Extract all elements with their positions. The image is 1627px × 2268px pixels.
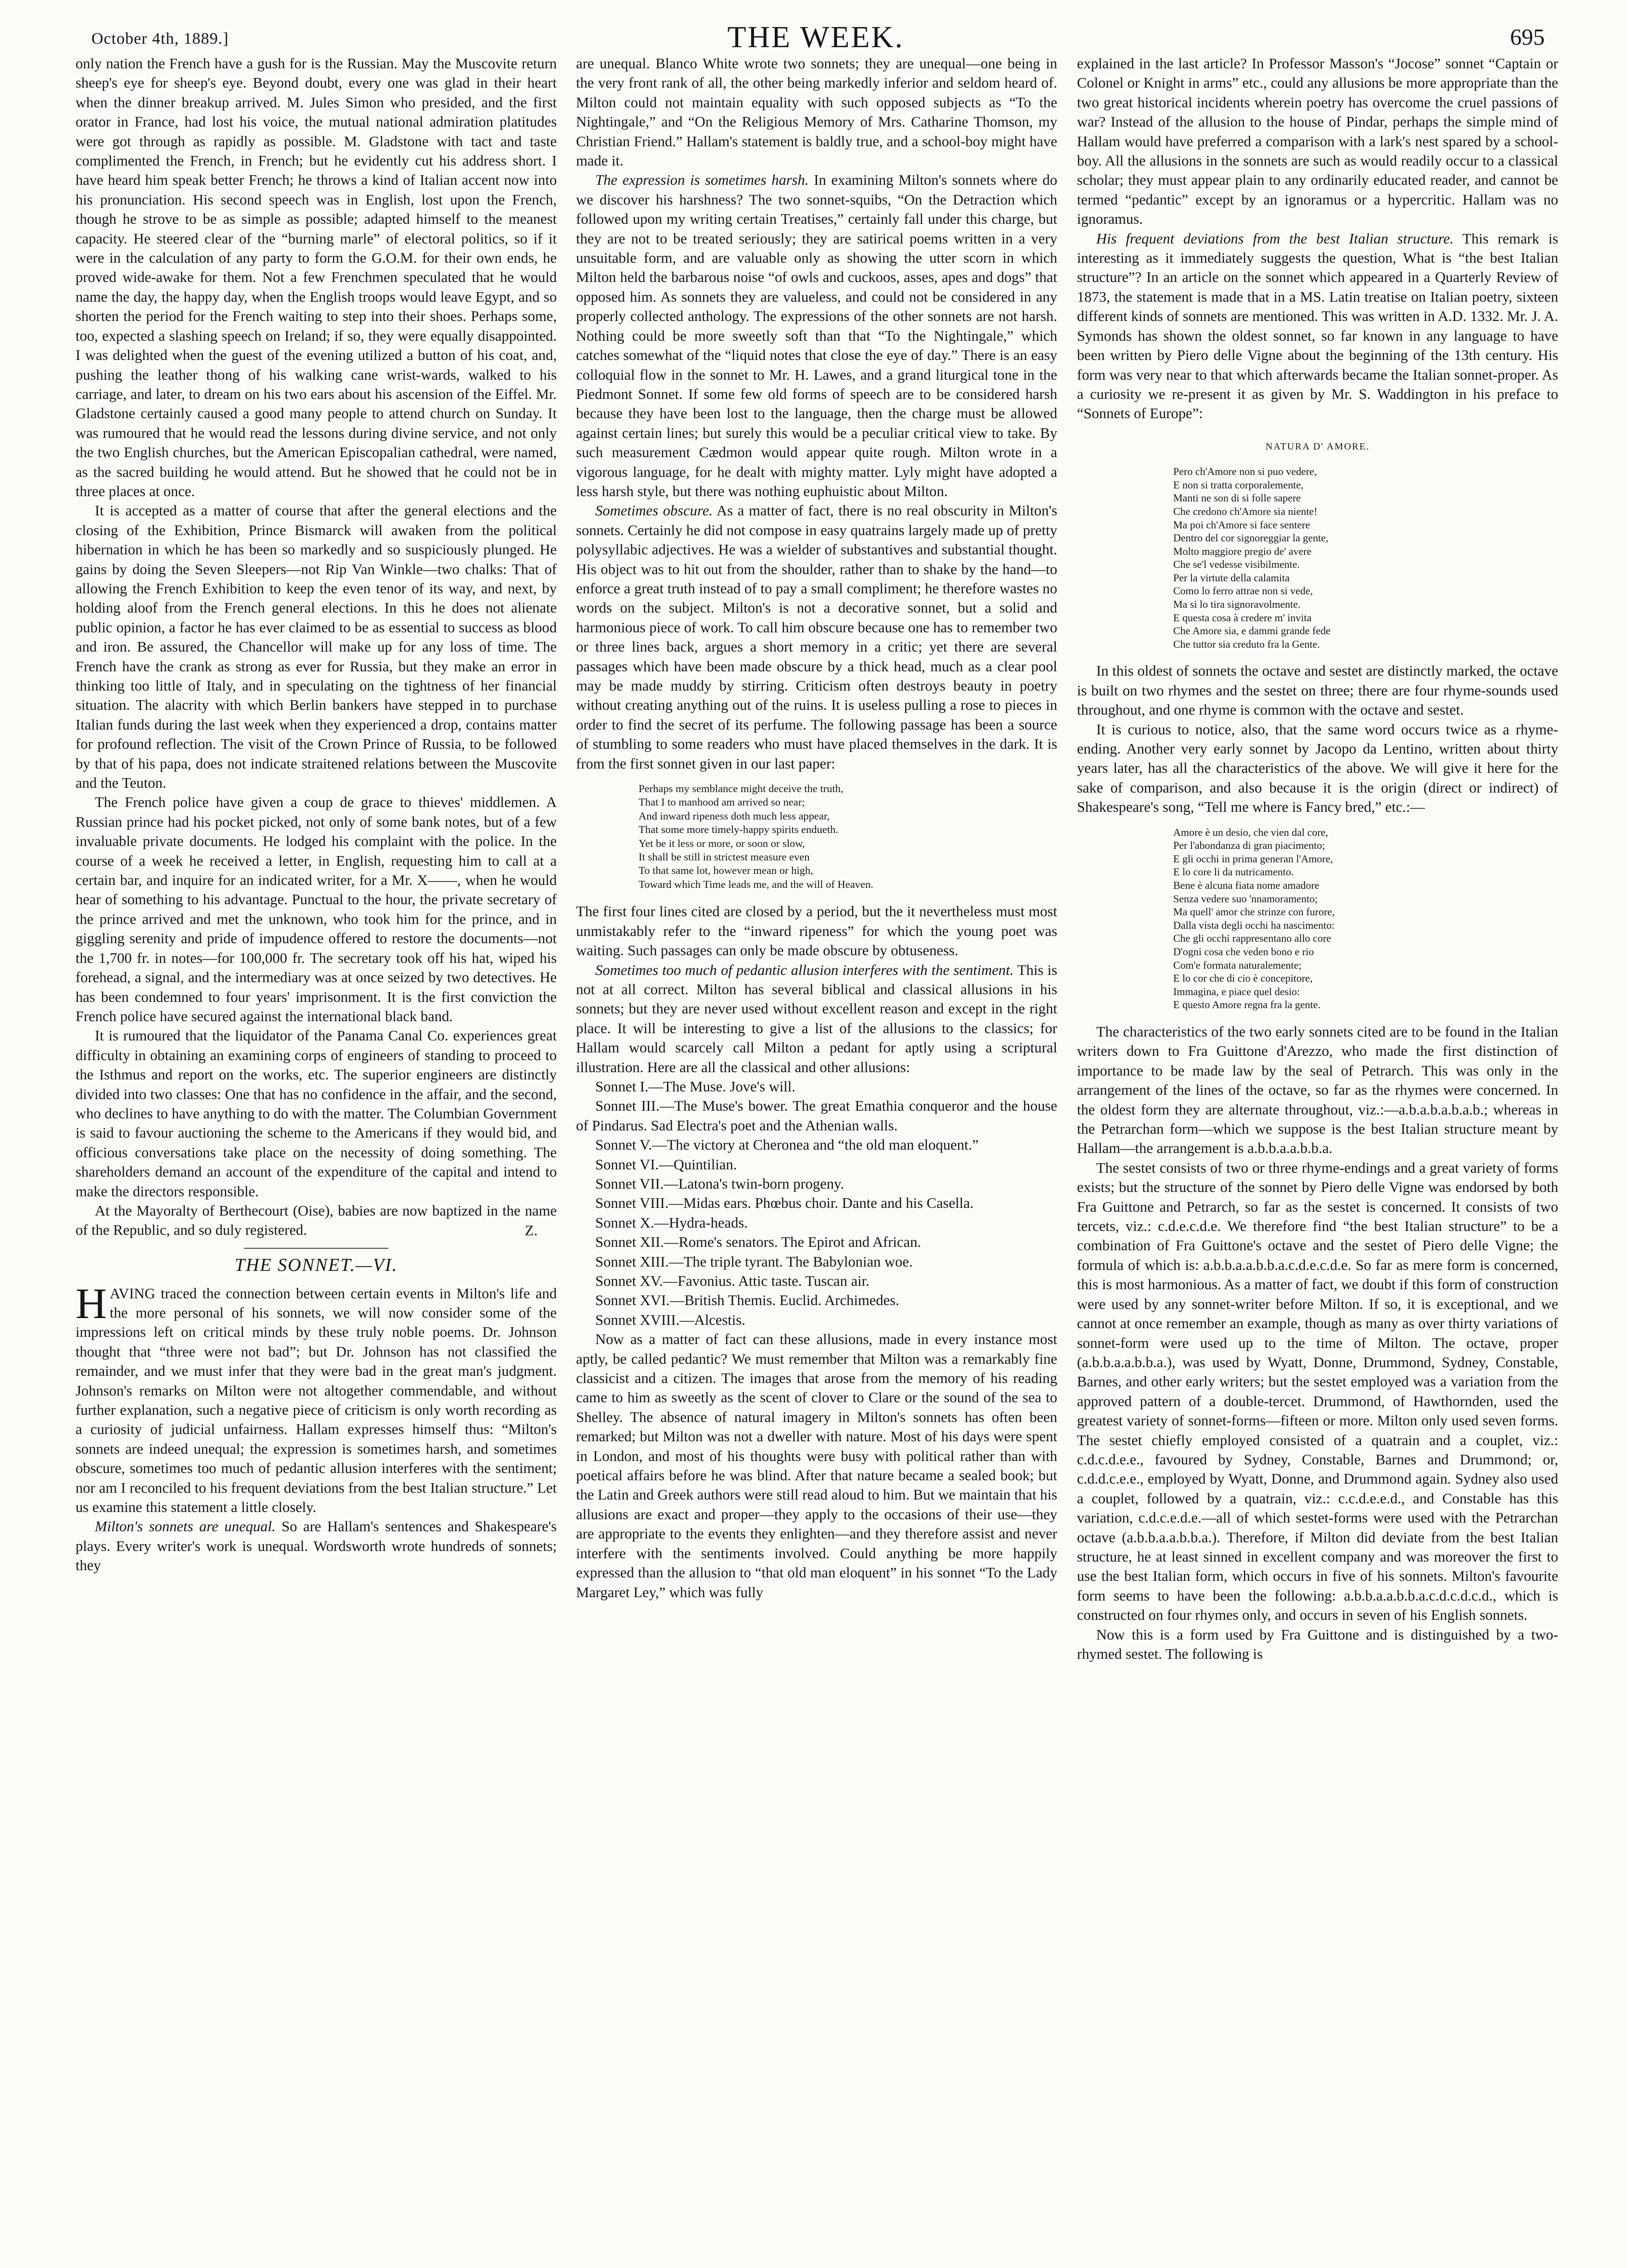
list-item: Sonnet X.—Hydra-heads. — [595, 1214, 748, 1231]
paragraph: In this oldest of sonnets the octave and sestet are distinctly marked, the octave is built on two rhymes and the sestet on three; there are four rhyme-sounds used throughout, and one rhyme is common with the octave and sestet. — [1077, 663, 1558, 718]
paragraph-text: As a matter of fact, there is no real obscurity in Milton's sonnets. Certainly he did not compose in easy quatrains largely made up of pretty polysyllabic adjectives. He was a wielder of substantives and substantial thought. His object was to hit out from the shoulder, rather than to shake by the hand—to enforce a great truth instead of to pay a small compliment; he therefore wastes no words on the subject. Milton's is not a decorative sonnet, but a solid and harmonious piece of work. To call him obscure because one has to remember two or three lines back, argues a short memory in a critic; yet there are several passages which have been made obscure by a thick head, much as a clear pool may be made muddy by stirring. Criticism often destroys beauty in poetry without creating anything out of the ruins. It is useless pulling a rose to pieces in order to find the secret of its perfume. The following passage has been a source of stumbling to some readers who must have placed themselves in the dark. It is from the first sonnet given in our last paper: — [576, 502, 1057, 772]
poem-line: E questo Amore regna fra la gente. — [1173, 999, 1321, 1011]
poem-line: Per la virtute della calamita — [1173, 571, 1290, 584]
italic-lead: His frequent deviations from the best Italian structure. — [1096, 230, 1454, 247]
poem-line: Ma poi ch'Amore si face sentere — [1173, 518, 1310, 531]
poem-line: Che se'l vedesse visibilmente. — [1173, 558, 1300, 571]
paragraph: explained in the last article? In Professor Masson's “Jocose” sonnet “Captain or Colonel or Knight in arms” etc., could any allusions be more appropriate than the two great historical incidents wherein poetry has overcome the cruel passions of war? Instead of the allusion to the house of Pindar, perhaps the simple mind of Hallam would have preferred a comparison with a lark's nest spared by a school-boy. All the allusions in the sonnets are such as would readily occur to a classical scholar; they must appear plain to any ordinarily educated reader, and cannot be termed “pedantic” except by an ignoramus or a hypercritic. Hallam was no ignoramus. — [1077, 55, 1558, 228]
list-item: Sonnet XVIII.—Alcestis. — [595, 1311, 745, 1328]
list-item: Sonnet V.—The victory at Cheronea and “the old man eloquent.” — [595, 1137, 979, 1153]
paragraph — [576, 961, 1057, 1077]
paragraph: At the Mayoralty of Berthecourt (Oise), babies are now baptized in the name of the Republic, and so duly registered. — [76, 1202, 557, 1239]
paragraph — [576, 170, 1057, 501]
poem-line: That some more timely-happy spirits endueth. — [639, 823, 838, 836]
quoted-poem — [1173, 826, 1558, 1012]
poem-line: Immagina, e piace quel desio: — [1173, 985, 1300, 998]
paragraph: The sestet consists of two or three rhyme-endings and a great variety of forms exists; but the structure of the sonnet by Piero delle Vigne was endorsed by both Fra Guittone and Petrarch, so far as the sestet is concerned. It consists of two tercets, viz.: c.d.e.c.d.e. We therefore find “the best Italian structure” to be a combination of Fra Guittone's octave and the sestet of Piero delle Vigne; the formula of which is: a.b.b.a.a.b.b.a.c.d.e.c.d.e. So far as mere form is concerned, this is most harmonious. As a matter of fact, we doubt if this form of construction were used by any sonnet-writer before Milton. If so, it is exceptional, and we cannot at once remember an example, though as many as over thirty variations of sonnet-form were used up to the time of Milton. The octave, proper (a.b.b.a.a.b.b.a.), was used by Wyatt, Donne, Drummond, Sydney, Constable, Barnes, and other early writers; but the sestet employed was a variation from the approved pattern of a double-tercet. Drummond, of Hawthornden, used the greatest variety of sonnet-forms—fifteen or more. Milton only used seven forms. The sestet chiefly employed consisted of a quatrain and a couplet, viz.: c.d.c.d.e.e., favoured by Sydney, Constable, Barnes and Drummond; or, c.d.d.c.e.e., employed by Wyatt, Donne, and Drummond again. Sydney also used a couplet, followed by a quatrain, viz.: c.c.d.e.e.d., and Constable has this variation, c.d.c.e.d.e.—all of which sestet-forms were used with the Petrarchan octave (a.b.b.a.a.b.b.a.). Therefore, if Milton did deviate from the best Italian structure, he at least sinned in excellent company and was moreover the first to use the best Italian form, which occurs in five of his sonnets. Milton's favourite form seems to have been the following: a.b.b.a.a.b.b.a.c.d.c.d.c.d., which is constructed on four rhymes only, and occurs in seven of his English sonnets. — [1077, 1159, 1558, 1624]
column-3 — [1077, 54, 1558, 2248]
poem-line: Per l'abondanza di gran piacimento; — [1173, 839, 1325, 852]
paragraph: Now as a matter of fact can these allusions, made in every instance most aptly, be called pedantic? We must remember that Milton was a remarkably fine classicist and a citizen. The images that arose from the memory of his reading came to him as sweetly as the scent of clover to Clare or the sound of the sea to Shelley. The absence of natural imagery in Milton's sonnets has often been remarked; but Milton was not a dweller with nature. Most of his days were spent in London, and most of his thoughts were busy with political rather than with poetical affairs before he was blind. After that nature became a sealed book; but the Latin and Greek authors were still read aloud to him. But we maintain that his allusions are exact and proper—they apply to the occasions of their use—they are appropriate to the events they enlighten—and they therefore assist and never interfere with the sentiments involved. Could anything be more happily expressed than the allusion to “that old man eloquent” in his sonnet “To the Lady Margaret Ley,” which was fully — [576, 1331, 1057, 1601]
quoted-poem — [1173, 465, 1558, 651]
poem-line: Che tuttor sia creduto fra la Gente. — [1173, 638, 1320, 650]
paragraph — [76, 1280, 557, 1517]
signature: Z. — [525, 1222, 538, 1239]
paragraph: It is curious to notice, also, that the same word occurs twice as a rhyme-ending. Another very early sonnet by Jacopo da Lentino, written about thirty years later, has all the characteristics of the above. We will give it here for the sake of comparison, and also because it is the origin (direct or indirect) of Shakespeare's song, “Tell me where is Fancy bred,” etc.:— — [1077, 721, 1558, 816]
list-item: Sonnet XV.—Favonius. Attic taste. Tuscan air. — [595, 1273, 870, 1289]
poem-title: NATURA D' AMORE. — [1265, 441, 1370, 452]
list-item: Sonnet VI.—Quintilian. — [595, 1156, 737, 1173]
section-divider — [244, 1248, 388, 1249]
poem-line: Com'e formata naturalemente; — [1173, 959, 1302, 971]
masthead-title: THE WEEK. — [727, 20, 904, 54]
poem-line: That I to manhood am arrived so near; — [639, 796, 805, 808]
poem-line: Dalla vista degli occhi ha nascimento: — [1173, 919, 1335, 931]
paragraph-text: In examining Milton's sonnets where do we discover his harshness? The two sonnet-squibs, “On the Detraction which followed upon my writing certain Treatises,” certainly fall under this charge, but they are not to be treated seriously; they are satirical poems written in a very unsuitable form, and are valuable only as showing the utter scorn in which Milton held the barbarous noise “of owls and cuckoos, asses, apes and dogs” that opposed him. As sonnets they are valueless, and could not be considered in any properly collected anthology. The expressions of the other sonnets are not harsh. Nothing could be more sweetly soft than that “To the Nightingale,” which catches somewhat of the “liquid notes that close the eye of day.” There is an easy colloquial flow in the sonnet to Mr. H. Lawes, and a grand liturgical tone in the Piedmont Sonnet. If some few old forms of speech are to be considered harsh because they have been lost to the language, then the charge must be allowed against certain lines; but surely this would be a peculiar critical view to take. By such measurement Cædmon would appear quite rough. Milton wrote in a vigorous language, for he dealt with mighty matter. Lyly might have adopted a less harsh style, but there was nothing euphuistic about Milton. — [576, 172, 1057, 500]
paragraph — [576, 501, 1057, 773]
poem-line: It shall be still in strictest measure even — [639, 851, 810, 863]
poem-line: D'ogni cosa che veden bono e rio — [1173, 946, 1314, 958]
poem-line: Yet be it less or more, or soon or slow, — [639, 837, 805, 849]
poem-line: Ma quell' amor che strinze con furore, — [1173, 906, 1335, 918]
paragraph: It is accepted as a matter of course that after the general elections and the closing of the Exhibition, Prince Bismarck will awaken from the political hibernation in which he has been so markedly and so suspiciously plunged. He gains by doing the Seven Sleepers—not Rip Van Winkle—two chalks: That of allowing the French Exhibition to keep the even tenor of its way, and next, by holding aloof from the French general elections. In this he does not alienate public opinion, a factor he has ever claimed to be as essential to success as blood and iron. Be assured, the Chancellor will make up for any loss of time. The French have the crank as strong as ever for Russia, but they make an error in thinking too little of Italy, and in speculating on the tightness of her financial situation. The alacrity with which Berlin bankers have stepped in to purchase Italian funds during the last week when they experienced a drop, contains matter for profound reflection. The visit of the Crown Prince of Russia, to be followed by that of his papa, does not indicate straitened relations between the Muscovite and the Teuton. — [76, 502, 557, 792]
poem-line: And inward ripeness doth much less appear, — [639, 809, 830, 822]
column-2 — [576, 54, 1057, 2248]
italic-lead: Milton's sonnets are unequal. — [95, 1518, 276, 1535]
paragraph — [76, 1517, 557, 1575]
poem-line: E lo core li da nutricamento. — [1173, 866, 1294, 878]
page-number: 695 — [1510, 25, 1545, 50]
poem-line: Che Amore sia, e dammi grande fede — [1173, 625, 1331, 637]
paragraph: The first four lines cited are closed by a period, but the it nevertheless must most unmistakably refer to the “inward ripeness” for which the young poet was waiting. Such passages can only be made obscure by obtuseness. — [576, 903, 1057, 959]
column-1 — [76, 54, 557, 2248]
paragraph: are unequal. Blanco White wrote two sonnets; they are unequal—one being in the very front rank of all, the other being markedly inferior and seldom heard of. Milton could not maintain equality with such opposed subjects as “To the Nightingale,” and “On the Religious Memory of Mrs. Catharine Thomson, my Christian Friend.” Hallam's statement is baldly true, and a school-boy might have made it. — [576, 55, 1057, 169]
poem-line: Manti ne son di si folle sapere — [1173, 492, 1301, 504]
poem-line: Senza vedere suo 'nnamoramento; — [1173, 892, 1318, 905]
italic-lead: Sometimes too much of pedantic allusion interferes with the sentiment. — [595, 961, 1014, 978]
poem-line: E gli occhi in prima generan l'Amore, — [1173, 852, 1333, 865]
list-item: Sonnet XII.—Rome's senators. The Epirot and African. — [595, 1234, 922, 1251]
poem-line: Ma si lo tira signoravolmente. — [1173, 598, 1301, 611]
poem-line: Perhaps my semblance might deceive the truth, — [639, 782, 844, 795]
poem-line: Amore è un desio, che vien dal core, — [1173, 826, 1328, 838]
italic-lead: The expression is sometimes harsh. — [595, 172, 809, 189]
list-item: Sonnet VII.—Latona's twin-born progeny. — [595, 1175, 845, 1192]
poem-line: Molto maggiore pregio de' avere — [1173, 545, 1312, 557]
list-item: Sonnet XIII.—The triple tyrant. The Babylonian woe. — [595, 1253, 913, 1270]
poem-line: To that same lot, however mean or high, — [639, 864, 813, 877]
poem-line: Como lo ferro attrae non si vede, — [1173, 585, 1313, 597]
poem-line: Toward which Time leads me, and the will of Heaven. — [639, 878, 873, 890]
paragraph: Now this is a form used by Fra Guittone and is distinguished by a two-rhymed sestet. The following is — [1077, 1626, 1558, 1662]
paragraph: The French police have given a coup de grace to thieves' middlemen. A Russian prince had his pocket picked, not only of some bank notes, but of a few invaluable private documents. He lodged his complaint with the police. In the course of a week he received a letter, in English, requesting him to call at a certain bar, and inquire for an indicated writer, for a Mr. X——, when he would hear of something to his advantage. Punctual to the hour, the private secretary of the prince arrived and met the unknown, who took him for the prince, and in giggling serenity and pride of impudence offered to restore the documents—not the 1,700 fr. in notes—for 100,000 fr. The secretary took off his hat, wiped his forehead, a signal, and the intermediary was at once seized by two detectives. He has been condemned to four years' imprisonment. It is the first conviction the French police have secured against the international black band. — [76, 794, 557, 1025]
paragraph-text: AVING traced the connection between certain events in Milton's life and the more personal of his sonnets, we will now consider some of the impressions left on critical minds by these truly noble poems. Dr. Johnson thought that “three were not bad”; but Dr. Johnson has not classified the remainder, and we must infer that they were bad in the great man's judgment. Johnson's remarks on Milton were not altogether commendable, and without further explanation, such a negative piece of criticism is only worth recording as a curiosity of judicial unfairness. Hallam expresses himself thus: “Milton's sonnets are indeed unequal; the expression is sometimes harsh, and sometimes obscure, sometimes too much of pedantic allusion interferes with the sentiment; nor am I reconciled to his frequent deviations from the best Italian structure.” Let us examine this statement a little closely. — [76, 1285, 557, 1516]
list-item: Sonnet I.—The Muse. Jove's will. — [595, 1078, 795, 1095]
paragraph: It is rumoured that the liquidator of the Panama Canal Co. experiences great difficulty in obtaining an examining corps of engineers of standing to proceed to the Isthmus and report on the works, etc. The superior engineers are distinctly divided into two classes: One that has no confidence in the affair, and the second, who declines to have anything to do with the matter. The Columbian Government is said to favour auctioning the scheme to the Americans if they would bid, and officious conversations take place on the necessity of doing something. The shareholders demand an account of the expenditure of the capital and intend to make the directors responsible. — [76, 1027, 557, 1200]
list-item: Sonnet XVI.—British Themis. Euclid. Archimedes. — [595, 1292, 899, 1309]
poem-line: E non si tratta corporalemente, — [1173, 478, 1304, 491]
quoted-poem — [639, 782, 1057, 891]
poem-line: Dentro del cor signoreggiar la gente, — [1173, 532, 1329, 544]
poem-line: Che gli occhi rappresentano allo core — [1173, 932, 1332, 945]
list-item: Sonnet VIII.—Midas ears. Phœbus choir. Dante and his Casella. — [595, 1195, 974, 1212]
paragraph-text: So are Hallam's sentences and Shakespeare's plays. Every writer's work is unequal. Wordsworth wrote hundreds of sonnets; they — [76, 1518, 557, 1574]
issue-date: October 4th, 1889.] — [91, 30, 229, 48]
poem-line: Pero ch'Amore non si puo vedere, — [1173, 465, 1317, 478]
article-title: THE SONNET.—VI. — [234, 1255, 398, 1276]
paragraph — [1077, 229, 1558, 423]
paragraph: only nation the French have a gush for is the Russian. May the Muscovite return sheep's eye for sheep's eye. Beyond doubt, every one was glad in their heart when the dinner breakup arrived. M. Jules Simon who presided, and the first orator in France, had lost his voice, the mutual national admiration platitudes were got through as rapidly as possible. M. Gladstone with tact and taste complimented the French, in French; but he evidently cut his address short. I have heard him speak better French; he throws a kind of Italian accent now into his pronunciation. His second speech was in English, lost upon the French, though he strove to be as simple as possible; adapted himself to the meanest capacity. He steered clear of the “burning marle” of electoral politics, so if it were in the calculation of any party to form the G.O.M. for their own ends, he proved wide-awake for them. Not a few Frenchmen speculated that he would name the day, the happy day, when the English troops would leave Egypt, and so shorten the period for the French waiting to step into their shoes. Perhaps some, too, expected a slashing speech on Ireland; if so, they were equally disappointed. I was delighted when the guest of the evening utilized a button of his coat, and, pushing the leather thong of his walking cane wrist-wards, walked to his carriage, and later, to dream on his two ears about his ascension of the Eiffel. Mr. Gladstone certainly caused a good many people to attend church on Sunday. It was rumoured that he would read the lessons during divine service, and not only the two English churches, but the American Episcopalian cathedral, were named, as the sacred building he would attend. But he showed that he could not be in three places at once. — [76, 55, 557, 500]
poem-line: E lo cor che di cio è concepitore, — [1173, 972, 1313, 985]
italic-lead: Sometimes obscure. — [595, 502, 713, 519]
paragraph: The characteristics of the two early sonnets cited are to be found in the Italian writers down to Fra Guittone d'Arezzo, who made the first distinction of importance to be made law by the seal of Petrarch. This was only in the arrangement of the lines of the octave, so far as the rhymes were concerned. In the oldest form they are alternate throughout, viz.:—a.b.a.b.a.b.a.b.; whereas in the Petrarchan form—which we suppose is the best Italian structure meant by Hallam—the arrangement is a.b.b.a.a.b.b.a. — [1077, 1024, 1558, 1157]
list-item: Sonnet III.—The Muse's bower. The great Emathia conqueror and the house of Pindarus. Sad Electra's poet and the Athenian walls. — [576, 1098, 1057, 1134]
paragraph-text: This is not at all correct. Milton has several biblical and classical allusions in his sonnets; but they are never used without excellent reason and except in the right place. It will be interesting to give a list of the allusions to the classics; for Hallam would scarcely call Milton a pedant for aptly using a scriptural illustration. Here are all the classical and other allusions: — [576, 961, 1057, 1076]
poem-line: Bene è alcuna fiata nome amadore — [1173, 879, 1320, 892]
poem-line: Che credono ch'Amore sia niente! — [1173, 505, 1318, 517]
drop-cap: H — [76, 1280, 107, 1328]
poem-line: E questa cosa à credere m' invita — [1173, 611, 1312, 624]
paragraph-text: This remark is interesting as it immediately suggests the question, What is “the best Italian structure”? In an article on the sonnet which appeared in a Quarterly Review of 1873, the statement is made that in a MS. Latin treatise on Italian poetry, sixteen different kinds of sonnets are mentioned. This was written in A.D. 1332. Mr. J. A. Symonds has shown the oldest sonnet, so far known in any language to have been written by Piero delle Vigne about the beginning of the 13th century. His form was very near to that which afterwards became the Italian sonnet-proper. As a curiosity we re-present it as given by Mr. S. Waddington in his preface to “Sonnets of Europe”: — [1077, 230, 1558, 422]
